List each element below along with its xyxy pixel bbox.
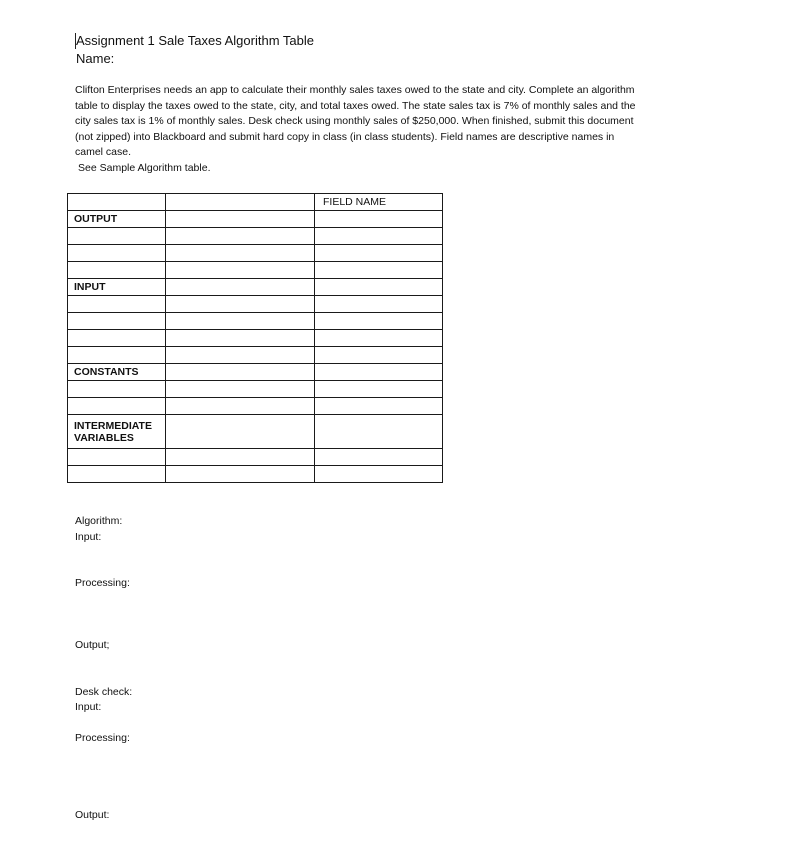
table-cell[interactable] [68,347,166,364]
table-cell[interactable] [166,262,315,279]
table-row [68,194,443,211]
table-cell[interactable] [315,330,443,347]
table-cell[interactable] [166,466,315,483]
table-row [68,211,443,228]
table-cell[interactable] [315,347,443,364]
algorithm-table [67,193,443,483]
table-cell[interactable] [68,262,166,279]
table-cell[interactable] [68,466,166,483]
table-row [68,262,443,279]
table-cell[interactable] [315,364,443,381]
table-cell[interactable] [68,381,166,398]
algorithm-label: Algorithm: [75,515,123,527]
table-cell[interactable] [166,398,315,415]
table-cell[interactable] [68,245,166,262]
table-row [68,313,443,330]
intermediate-line-2: VARIABLES [74,431,134,444]
table-row [68,415,443,449]
table-cell[interactable] [315,381,443,398]
table-cell[interactable] [166,279,315,296]
table-cell[interactable] [315,211,443,228]
paragraph-line: Clifton Enterprises needs an app to calculate their monthly sales taxes owed to the state and city. Complete an algorithm [75,84,635,96]
table-cell[interactable] [315,449,443,466]
paragraph-line: camel case. [75,146,132,159]
table-row [68,279,443,296]
table-cell[interactable] [166,228,315,245]
paragraph-line: (not zipped) into Blackboard and submit hard copy in class (in class students). Field names are descriptive names in [75,130,615,143]
table-cell[interactable] [315,415,443,449]
table-cell[interactable] [166,364,315,381]
table-row [68,228,443,245]
table-row [68,381,443,398]
table-cell[interactable] [166,211,315,228]
name-label: Name: [76,51,115,66]
table-cell[interactable] [68,398,166,415]
table-cell[interactable] [68,313,166,330]
table-row [68,398,443,415]
table-cell[interactable] [315,313,443,330]
table-cell[interactable] [68,194,166,211]
document-title: Assignment 1 Sale Taxes Algorithm Table [76,33,314,48]
algorithm-output-label: Output; [75,639,110,651]
table-cell[interactable] [315,279,443,296]
table-row [68,449,443,466]
table-cell[interactable] [68,449,166,466]
desk-check-processing-label: Processing: [75,732,130,744]
instructions-paragraph [75,83,715,161]
table-cell[interactable] [315,228,443,245]
desk-check-input-label: Input: [75,701,102,713]
algorithm-processing-label: Processing: [75,577,130,589]
paragraph-line: city sales tax is 1% of monthly sales. Desk check using monthly sales of $250,000. When finished, submit this document [75,115,634,128]
table-cell[interactable] [166,296,315,313]
algorithm-input-label: Input: [75,531,102,543]
table-cell[interactable] [166,381,315,398]
sample-note: See Sample Algorithm table. [78,162,211,174]
table-cell[interactable] [68,296,166,313]
table-cell[interactable] [315,262,443,279]
table-cell[interactable] [68,228,166,245]
table-cell[interactable] [68,330,166,347]
section-constants-label: CONSTANTS [68,364,166,381]
table-cell[interactable] [315,466,443,483]
table-cell[interactable] [315,398,443,415]
desk-check-output-label: Output: [75,809,110,821]
paragraph-line: table to display the taxes owed to the state, city, and total taxes owed. The state sales tax is 7% of monthly sales and the [75,99,636,112]
table-row [68,364,443,381]
intermediate-line-1: INTERMEDIATE [74,419,152,432]
table-cell[interactable] [166,347,315,364]
table-row [68,330,443,347]
desk-check-label: Desk check: [75,686,133,698]
table-row [68,347,443,364]
table-cell[interactable] [315,296,443,313]
table-row [68,245,443,262]
section-input-label: INPUT [68,279,166,296]
section-intermediate-label [68,415,166,449]
table-cell[interactable] [166,313,315,330]
table-cell[interactable] [166,245,315,262]
table-cell[interactable] [166,415,315,449]
table-cell[interactable] [315,245,443,262]
table-cell[interactable] [166,194,315,211]
section-output-label: OUTPUT [68,211,166,228]
table-cell[interactable] [166,330,315,347]
table-row [68,296,443,313]
field-name-header: FIELD NAME [315,194,443,211]
table-cell[interactable] [166,449,315,466]
table-row [68,466,443,483]
